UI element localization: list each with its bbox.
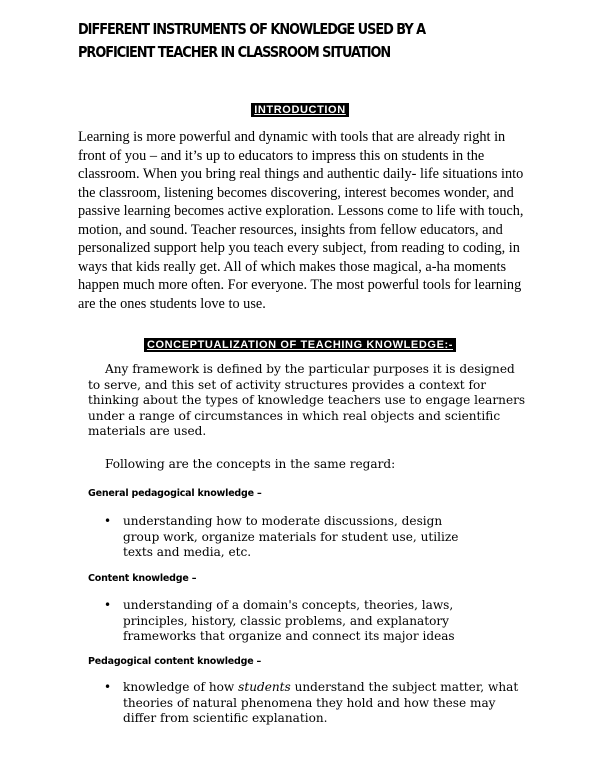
bullet-text-end: understand the subject matter, what theories of natural phenomena they hold and how these may differ from scientific explanation.	[123, 680, 519, 726]
bullet-icon: •	[104, 514, 112, 528]
concept-label-content: Content knowledge –	[88, 573, 197, 584]
following-paragraph: Following are the concepts in the same regard:	[105, 457, 396, 471]
bullet-icon: •	[104, 680, 112, 694]
introduction-heading-label: INTRODUCTION	[251, 103, 349, 117]
bullet-text-start: knowledge of how	[123, 680, 239, 694]
bullet-text	[123, 680, 523, 727]
bullet-text: understanding how to moderate discussions, design group work, organize materials for student use, utilize texts and media, etc.	[123, 514, 459, 560]
introduction-heading	[0, 103, 600, 117]
introduction-paragraph: Learning is more powerful and dynamic with tools that are already right in front of you – and it’s up to educators to impress this on students in the classroom. When you bring real things and authentic daily- life situations into the classroom, listening becomes discovering, interest becomes wonder, and passive learning becomes active exploration. Lessons come to life with touch, motion, and sound. Teacher resources, insights from fellow educators, and personalized support help you teach every subject, from reading to coding, in ways that kids really get. All of which makes those magical, a-ha moments happen much more often. For everyone. The most powerful tools for learning are the ones students love to use.	[78, 129, 524, 312]
concept-label-general-pedagogical: General pedagogical knowledge –	[88, 488, 262, 499]
conceptualization-heading	[0, 338, 600, 352]
conceptualization-heading-label: CONCEPTUALIZATION OF TEACHING KNOWLEDGE:-	[144, 338, 456, 352]
bullet-text: understanding of a domain's concepts, theories, laws, principles, history, classic problems, and explanatory frameworks that organize and connect its major ideas	[123, 598, 455, 644]
document-title: DIFFERENT INSTRUMENTS OF KNOWLEDGE USED BY A PROFICIENT TEACHER IN CLASSROOM SITUATION	[78, 20, 426, 61]
bullet-icon: •	[104, 598, 112, 612]
framework-paragraph: Any framework is defined by the particular purposes it is designed to serve, and this set of activity structures provides a context for thinking about the types of knowledge teachers use to engage learners under a range of circumstances in which real objects and scientific materials are used.	[88, 362, 526, 439]
concept-label-pedagogical-content: Pedagogical content knowledge –	[88, 656, 262, 667]
bullet-text-emphasis: students	[238, 680, 291, 694]
